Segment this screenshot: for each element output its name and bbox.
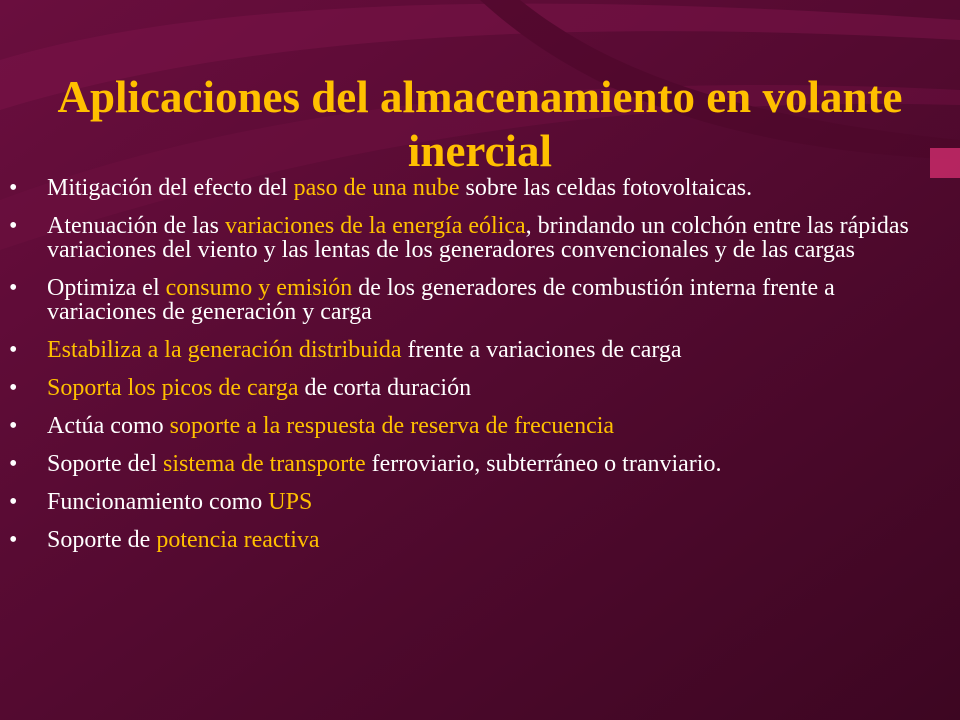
bullet-item (0, 414, 960, 438)
bullet-dot-icon: • (9, 413, 18, 439)
bullet-list (0, 176, 960, 566)
bullet-item (0, 452, 960, 476)
bullet-text: de los generadores de combustión interna frente a variaciones de generación y carga (47, 275, 835, 325)
bullet-text: Soporte de (47, 527, 157, 553)
bullet-text: Optimiza el (47, 275, 166, 301)
bullet-item (0, 490, 960, 514)
bullet-item (0, 214, 960, 262)
bullet-text: ferroviario, subterráneo o tranviario. (365, 451, 722, 477)
bullet-item (0, 376, 960, 400)
bullet-dot-icon: • (9, 213, 18, 239)
bullet-text: , brindando un colchón entre las rápidas variaciones del viento y las lentas de los generadores convencionales y de las cargas (47, 213, 909, 263)
bullet-item (0, 528, 960, 552)
bullet-text: Soporte del (47, 451, 163, 477)
bullet-dot-icon: • (9, 527, 18, 553)
highlighted-text: paso de una nube (293, 175, 460, 201)
accent-square-icon (930, 148, 960, 178)
bullet-text: frente a variaciones de carga (401, 337, 682, 363)
slide-title: Aplicaciones del almacenamiento en volante inercial (57, 72, 903, 177)
bullet-dot-icon: • (9, 275, 18, 301)
highlighted-text: Estabiliza a la generación distribuida (47, 337, 402, 363)
bullet-item (0, 338, 960, 362)
bullet-text: sobre las celdas fotovoltaicas. (459, 175, 753, 201)
bullet-text: Actúa como (47, 413, 170, 439)
bullet-item (0, 176, 960, 200)
bullet-text: Funcionamiento como (47, 489, 269, 515)
bullet-dot-icon: • (9, 451, 18, 477)
highlighted-text: variaciones de la energía eólica (224, 213, 526, 239)
highlighted-text: sistema de transporte (162, 451, 366, 477)
highlighted-text: consumo y emisión (165, 275, 353, 301)
bullet-dot-icon: • (9, 337, 18, 363)
bullet-dot-icon: • (9, 175, 18, 201)
bullet-text: Atenuación de las (47, 213, 225, 239)
highlighted-text: UPS (268, 489, 313, 515)
bullet-text: Mitigación del efecto del (47, 175, 294, 201)
highlighted-text: Soporta los picos de carga (47, 375, 299, 401)
bullet-dot-icon: • (9, 375, 18, 401)
bullet-dot-icon: • (9, 489, 18, 515)
highlighted-text: potencia reactiva (156, 527, 320, 553)
bullet-text: de corta duración (298, 375, 472, 401)
bullet-item (0, 276, 960, 324)
highlighted-text: soporte a la respuesta de reserva de frecuencia (169, 413, 615, 439)
